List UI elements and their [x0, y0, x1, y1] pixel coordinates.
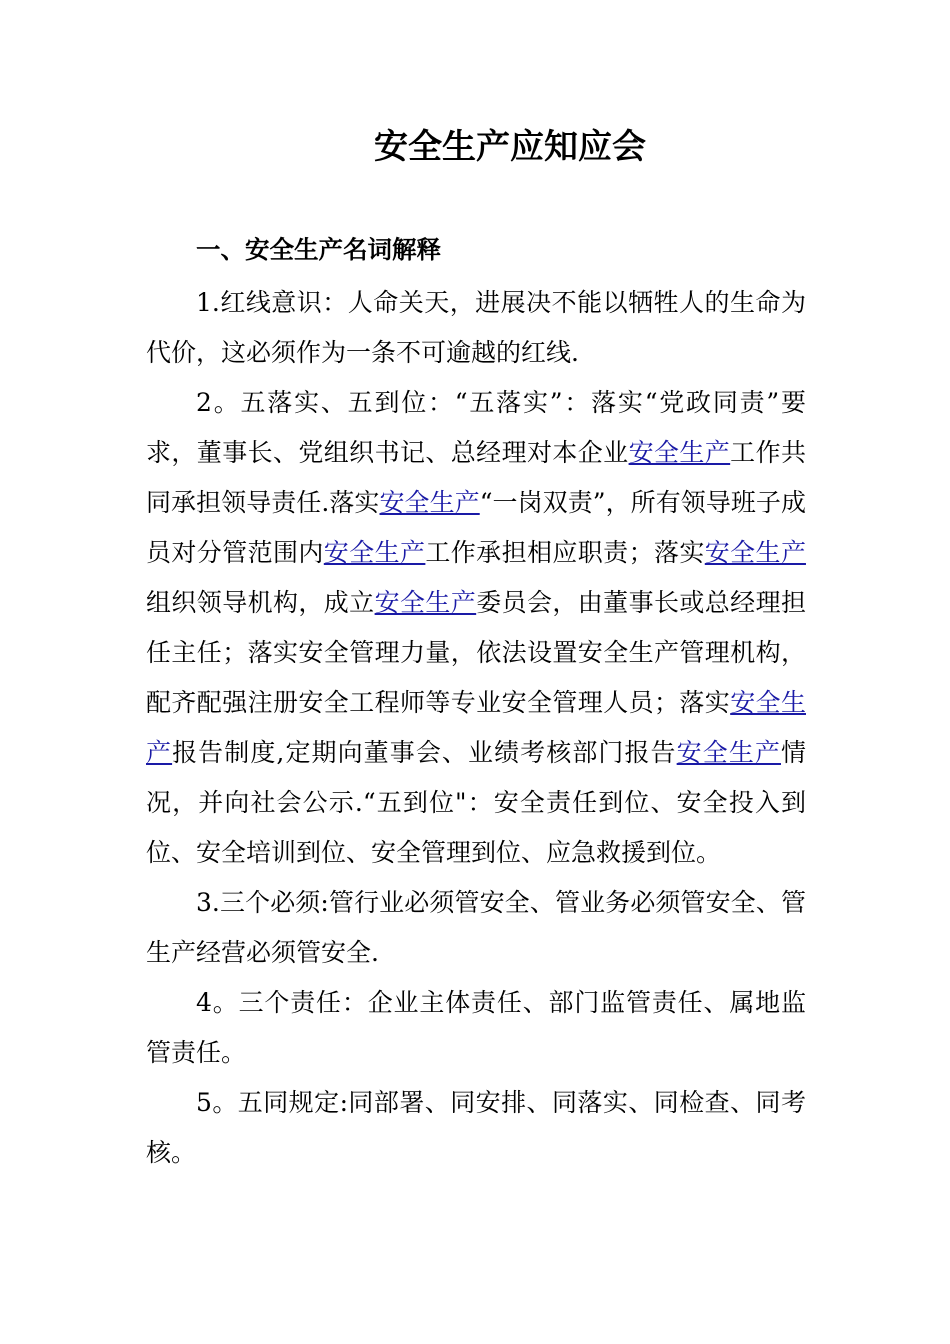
- paragraph-item-5: 5。五同规定:同部署、同安排、同落实、同检查、同考核。: [146, 1088, 806, 1167]
- text-run: 情况，并向社会公示.“五到位"：安全责任到位、安全投入到位、安全培训到位、安全管理到位、应急救援到位。: [146, 738, 806, 867]
- safety-production-link[interactable]: 安全生产: [379, 488, 480, 517]
- text-run: 组织领导机构，成立: [146, 588, 375, 617]
- text-run: “一岗双责”，所有领导班子成员对分管范围内: [146, 488, 806, 567]
- text-run: 报告制度,定期向董事会、业绩考核部门报告: [172, 738, 677, 767]
- text-run: 工作承担相应职责；落实: [425, 538, 705, 567]
- safety-production-link[interactable]: 安全生产: [704, 538, 806, 567]
- paragraph-item-3: 3.三个必须:管行业必须管安全、管业务必须管安全、管生产经营必须管安全.: [146, 888, 806, 967]
- text-run: 2。五落实、五到位：“五落实”：落实“党政同责”要求，董事长、党组织书记、总经理对本企业: [146, 388, 806, 467]
- safety-production-link[interactable]: 安全生产: [146, 688, 806, 767]
- text-run: 委员会，由董事长或总经理担任主任；落实安全管理力量，依法设置安全生产管理机构，配齐配强注册安全工程师等专业安全管理人员；落实: [146, 588, 806, 717]
- page-title: 安全生产应知应会: [374, 127, 646, 167]
- paragraph-item-2: [146, 378, 806, 878]
- safety-production-link[interactable]: 安全生产: [323, 538, 426, 567]
- section-heading: 一、安全生产名词解释: [196, 235, 441, 264]
- safety-production-link[interactable]: 安全生产: [676, 738, 781, 767]
- text-run: 工作共同承担领导责任.落实: [146, 438, 806, 517]
- paragraph-item-1: 1.红线意识：人命关天，进展决不能以牺牲人的生命为代价，这必须作为一条不可逾越的红线.: [146, 288, 806, 367]
- safety-production-link[interactable]: 安全生产: [628, 438, 731, 467]
- paragraph-item-4: 4。三个责任：企业主体责任、部门监管责任、属地监管责任。: [146, 988, 806, 1067]
- safety-production-link[interactable]: 安全生产: [374, 588, 477, 617]
- document-body: [146, 228, 806, 1178]
